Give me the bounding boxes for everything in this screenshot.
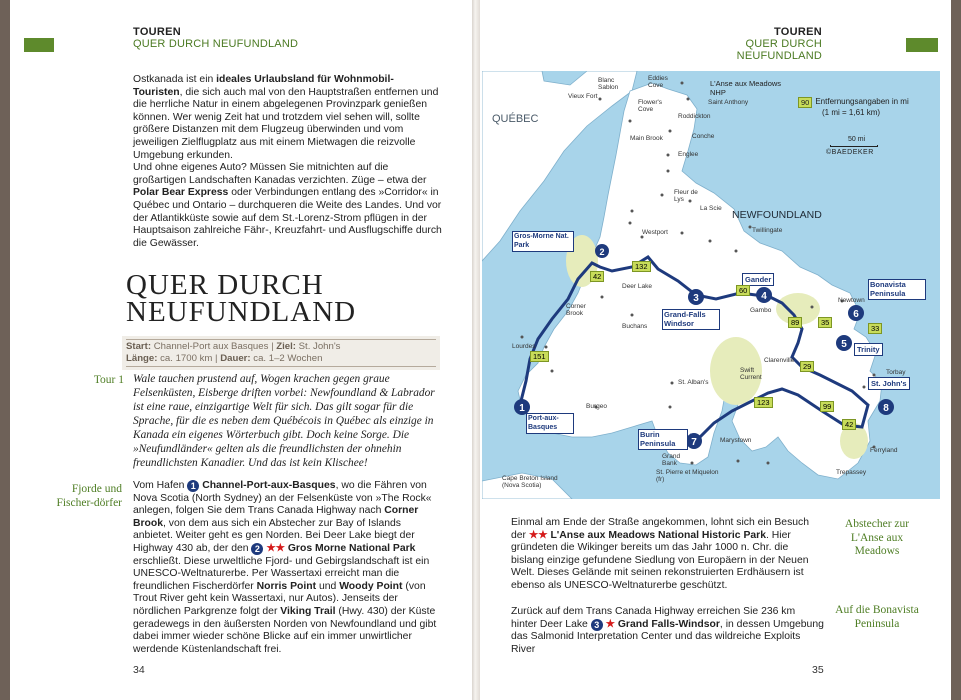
stop-marker-5 — [836, 335, 852, 351]
stop-number-2: 2 — [251, 543, 263, 555]
stop-label-5: Trinity — [854, 343, 883, 356]
svg-text:5: 5 — [841, 339, 847, 350]
stop-number-1: 1 — [187, 480, 199, 492]
town-label: Swift Current — [740, 367, 762, 381]
svg-text:4: 4 — [761, 291, 767, 302]
town-label: Blanc Sablon — [598, 77, 619, 91]
town-label: Westport — [642, 229, 668, 236]
town-label: Deer Lake — [622, 283, 652, 290]
tour-teaser: Wale tauchen prustend auf, Wogen krachen gegen graue Felsenküsten, Eisberge driften vorbei: Newfoundland & Labrador ist eine raue, einzigartige Welt für sich. Das gilt sogar für die Sprache, für die es neben dem Québécois in Québec als einzige in Kanada ein eigenes Wörterbuch gibt. Doch keine Sorge. Die »Neufundländer« gelten als die freundlichsten der ohnehin freundlichsten Kanadier. Und das ist kein Klischee! — [133, 373, 435, 469]
stop-label-6: Bonavista Peninsula — [868, 279, 926, 300]
left-header-green-bar — [24, 38, 54, 52]
tour-meta-box: Start: Channel-Port aux Basques | Ziel: St. John's Länge: ca. 1700 km | Dauer: ca. 1–2 Wochen — [122, 336, 440, 370]
book-gutter — [472, 0, 480, 700]
side-label-fjorde: Fjorde und Fischer-dörfer — [56, 483, 122, 509]
stop-label-2: Gros-Morne Nat. Park — [512, 231, 574, 252]
side-label-abstecher: Abstecher zur L'Anse aux Meadows — [844, 518, 910, 557]
map-copyright: ©BAEDEKER — [826, 149, 874, 156]
distance-chip: 33 — [868, 323, 882, 334]
distance-chip: 89 — [788, 317, 802, 328]
stop-marker-2 — [595, 244, 609, 258]
stop-marker-7 — [686, 433, 702, 449]
town-label: Flower's Cove — [638, 99, 662, 113]
right-running-header — [662, 26, 822, 62]
town-label: St. Alban's — [678, 379, 709, 386]
town-label: Main Brook — [630, 135, 663, 142]
town-label: Fleur de Lys — [674, 189, 698, 203]
stop-marker-6 — [848, 305, 864, 321]
legend-distance-chip: 90 — [798, 97, 812, 108]
page-number-right: 35 — [812, 664, 824, 676]
svg-text:7: 7 — [691, 437, 697, 448]
town-label: Ferryland — [870, 447, 898, 454]
svg-text:6: 6 — [853, 309, 859, 320]
stop-marker-4 — [756, 287, 772, 303]
town-label: La Scie — [700, 205, 722, 212]
route-map — [482, 71, 940, 499]
distance-chip: 29 — [800, 361, 814, 372]
svg-text:1: 1 — [519, 403, 525, 414]
town-label: Gambo — [750, 307, 772, 314]
header-chapter: QUER DURCH NEUFUNDLAND — [133, 38, 299, 50]
left-running-header — [133, 26, 298, 50]
town-label: Torbay — [886, 369, 906, 376]
distance-chip: 123 — [754, 397, 773, 408]
stop-label-1: Port-aux-Basques — [526, 413, 574, 434]
region-label-quebec: QUÉBEC — [492, 113, 539, 125]
town-label: Buchans — [622, 323, 648, 330]
distance-chip: 99 — [820, 401, 834, 412]
distance-chip: 42 — [590, 271, 604, 282]
svg-text:8: 8 — [883, 403, 889, 414]
distance-chip: 60 — [736, 285, 750, 296]
stop-label-4: Gander — [742, 273, 774, 286]
tour-title: QUER DURCH NEUFUNDLAND — [126, 269, 357, 328]
svg-text:2: 2 — [599, 247, 605, 257]
distance-chip: 132 — [632, 261, 651, 272]
distance-chip: 35 — [818, 317, 832, 328]
town-label: Trepassey — [836, 469, 867, 476]
map-scale-label: 50 mi — [848, 136, 866, 143]
region-label-newfoundland: NEWFOUNDLAND — [732, 209, 822, 221]
intro-paragraph: Ostkanada ist ein ideales Urlaubsland für Wohnmobil-Touristen, die sich auch mal von den Hauptstraßen entfernen und die herrliche Natur in einem abgelegenen Provinzpark genießen können. Wer wenig Zeit hat und trotzdem viel sehen will, sollte größere Distanzen mit dem Flugzeug überwinden und vom jeweiligen Zielflugplatz aus mit einem Mietwagen die reizvolle Umgebung erkunden. Und ohne eigenes Auto? Müssen Sie mitnichten auf die großartigen Landschaften Kanadas verzichten. Züge – etwa der Polar Bear Express oder Verbindungen entlang des »Corridor« in Québec und Ontario – durchqueren die Weite des Landes. Und vor der Atlantikküste sowie auf dem St.-Lorenz-Strom pflügen in der Hauptsaison zahlreiche Fähr-, Kreuzfahrt- und Ausflugschiffe durch die Gewässer. — [133, 74, 442, 249]
map-legend: 90 Entfernungsangaben in mi (1 mi = 1,61 km) — [798, 97, 938, 117]
town-label: Englee — [678, 151, 699, 158]
map-scale-bar — [830, 145, 878, 147]
town-label: Eddies Cove — [648, 75, 668, 89]
header-section: TOUREN — [773, 26, 822, 38]
right-header-green-bar — [906, 38, 938, 52]
side-label-bonavista: Auf die Bonavista Peninsula — [835, 604, 919, 630]
stop-marker-8 — [878, 399, 894, 415]
lanse-label: L'Anse aux Meadows NHP — [710, 79, 782, 97]
stop-label-8: St. John's — [868, 377, 910, 390]
town-label: Twillingate — [752, 227, 783, 234]
town-label: Roddickton — [678, 113, 711, 120]
svg-text:3: 3 — [693, 293, 699, 304]
town-label: Marystown — [720, 437, 752, 444]
stop-marker-3 — [688, 289, 704, 305]
stop-label-7: Burin Peninsula — [638, 429, 688, 450]
town-label: Burgeo — [586, 403, 607, 410]
town-label: Vieux Fort — [568, 93, 598, 100]
town-label: Lourdes — [512, 343, 536, 350]
distance-chip: 151 — [530, 351, 549, 362]
stop-label-3: Grand-Falls Windsor — [662, 309, 720, 330]
town-label: Clarenville — [764, 357, 795, 364]
tour-number-label: Tour 1 — [93, 374, 124, 386]
town-label: Saint Anthony — [708, 99, 749, 106]
grand-falls-paragraph: Zurück auf dem Trans Canada Highway erreichen Sie 236 km hinter Deer Lake 3 ★ Grand Falls-Windsor, in dessen Umgebung das Salmonid Interpretation Center und das wildreiche Exploits River — [511, 606, 824, 655]
town-label: Grand Bank — [662, 453, 681, 467]
town-label: Conche — [692, 133, 715, 140]
town-label: St. Pierre et Miquelon (fr) — [656, 469, 719, 483]
stop-number-3: 3 — [591, 619, 603, 631]
header-section: TOUREN — [133, 26, 182, 38]
town-label: Cape Breton Island (Nova Scotia) — [502, 475, 558, 489]
town-label: Corner Brook — [566, 303, 586, 317]
town-label: Newtown — [838, 297, 865, 304]
route-paragraph: Vom Hafen 1 Channel-Port-aux-Basques, wo die Fähren von Nova Scotia (North Sydney) an der Felsenküste von »The Rock« anlegen, folgen Sie dem Trans Canada Highway nach Corner Brook, von dem aus sich ein Abstecher zur Bay of Islands anbietet. Weiter geht es gen Norden. Bei Deer Lake biegt der Highway 430 ab, der den 2 ★★ Gros Morne National Park erschließt. Diese urweltliche Fjord- und Gebirgslandschaft ist ein UNESCO-Weltnaturerbe. Per Wassertaxi erreicht man die freundlichen Fischerdörfer Norris Point und Woody Point (von Trout River geht kein Wassertaxi, nur Autos). Jenseits der nördlichen Parkgrenze folgt der Viking Trail (Hwy. 430) der Küste geradewegs in den äußersten Norden von Newfoundland und gibt dabei immer wieder schöne Blicke auf ein immer unwirtlicher werdende Küstenlandschaft frei. — [133, 480, 437, 655]
header-chapter: QUER DURCH NEUFUNDLAND — [736, 38, 822, 62]
lanse-paragraph: Einmal am Ende der Straße angekommen, lohnt sich ein Besuch der ★★ L'Anse aux Meadows National Historic Park. Hier gründeten die Wikinger bereits um das Jahr 1000 n. Chr. die bislang einzige gefundene Siedlung von Europäern in der Neuen Welt. Dieses Gelände mit seinen rekonstruierten Erdhäusern ist ebenso als UNESCO-Weltnaturerbe geschützt. — [511, 517, 810, 591]
distance-chip: 42 — [842, 419, 856, 430]
page-number-left: 34 — [133, 664, 145, 676]
